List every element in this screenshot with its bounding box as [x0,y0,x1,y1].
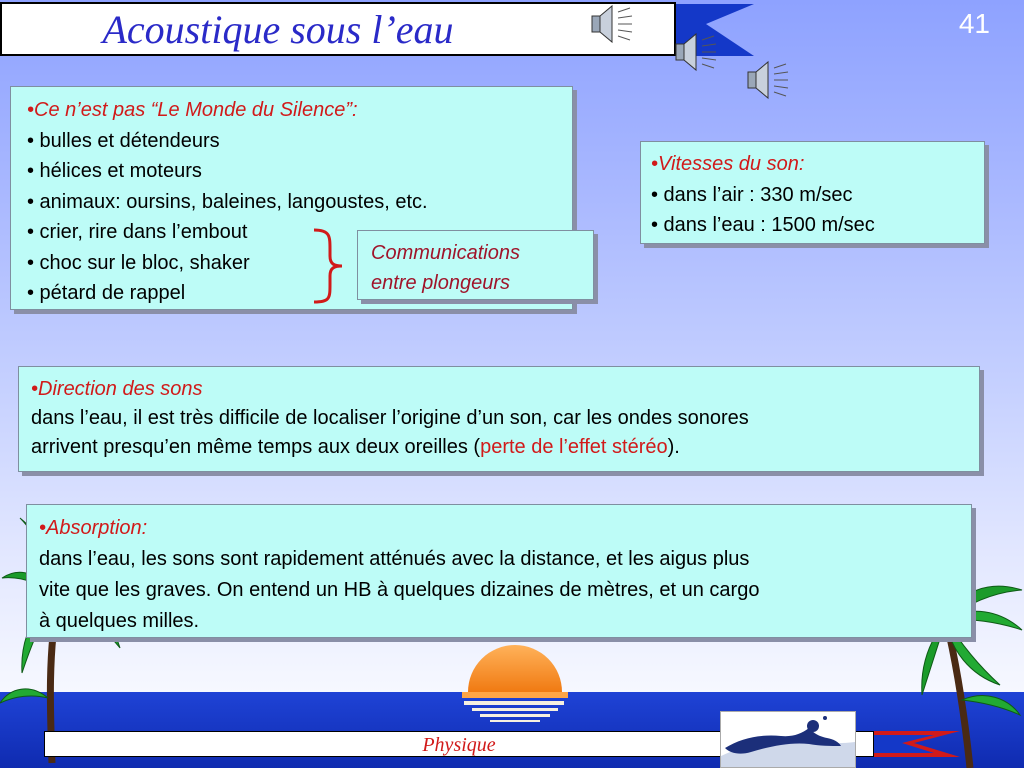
list-item: • hélices et moteurs [27,160,202,182]
speaker-icon [744,58,790,102]
communication-box [357,230,594,300]
paragraph-line: dans l’eau, il est très difficile de localiser l’origine d’un son, car les ondes sonores [31,407,749,429]
list-item: • dans l’air : 330 m/sec [651,183,853,206]
noise-sources-heading-text: Ce n’est pas “Le Monde du Silence”: [34,99,358,121]
absorption-heading: •Absorption: [39,517,148,539]
diver-logo [720,711,856,768]
sound-speed-box [640,141,985,244]
list-item: • pétard de rappel [27,282,186,304]
paragraph-text: ). [667,436,680,458]
paragraph-line: vite que les graves. On entend un HB à quelques dizaines de mètres, et un cargo [39,579,760,601]
paragraph-line [31,433,979,462]
page-number: 41 [958,8,990,39]
sound-direction-heading-text: Direction des sons [38,378,203,400]
communication-line: Communications [371,242,520,264]
noise-sources-heading: •Ce n’est pas “Le Monde du Silence”: [27,99,358,121]
paragraph-line: dans l’eau, les sons sont rapidement atténués avec la distance, et les aigus plus [39,548,750,570]
speaker-icon [588,2,634,46]
slide-title: Acoustique sous l’eau [102,7,454,52]
brace-icon [308,226,348,306]
sunset-icon [460,632,570,728]
speaker-icon [672,30,718,74]
list-item: • dans l’eau : 1500 m/sec [651,214,875,236]
sound-speed-heading-text: Vitesses du son: [658,153,805,175]
list-item: • crier, rire dans l’embout [27,221,248,243]
list-item: • choc sur le bloc, shaker [27,251,250,274]
paragraph-text: arrivent presqu’en même temps aux deux oreilles ( [31,436,481,458]
footer-label: Physique [422,734,496,756]
pennant-flag-bottom-icon [874,731,960,757]
stereo-highlight: perte de l’effet stéréo [480,436,668,458]
list-item: • animaux: oursins, baleines, langoustes, etc. [27,190,428,213]
absorption-heading-text: Absorption: [46,517,148,539]
diver-icon [721,712,855,767]
paragraph-line: à quelques milles. [39,610,200,632]
sound-direction-heading: •Direction des sons [31,378,203,400]
communication-line: entre plongeurs [371,272,510,294]
absorption-box [26,504,972,638]
list-item: • bulles et détendeurs [27,129,220,152]
sound-speed-heading: •Vitesses du son: [651,153,805,175]
sound-direction-box [18,366,980,472]
